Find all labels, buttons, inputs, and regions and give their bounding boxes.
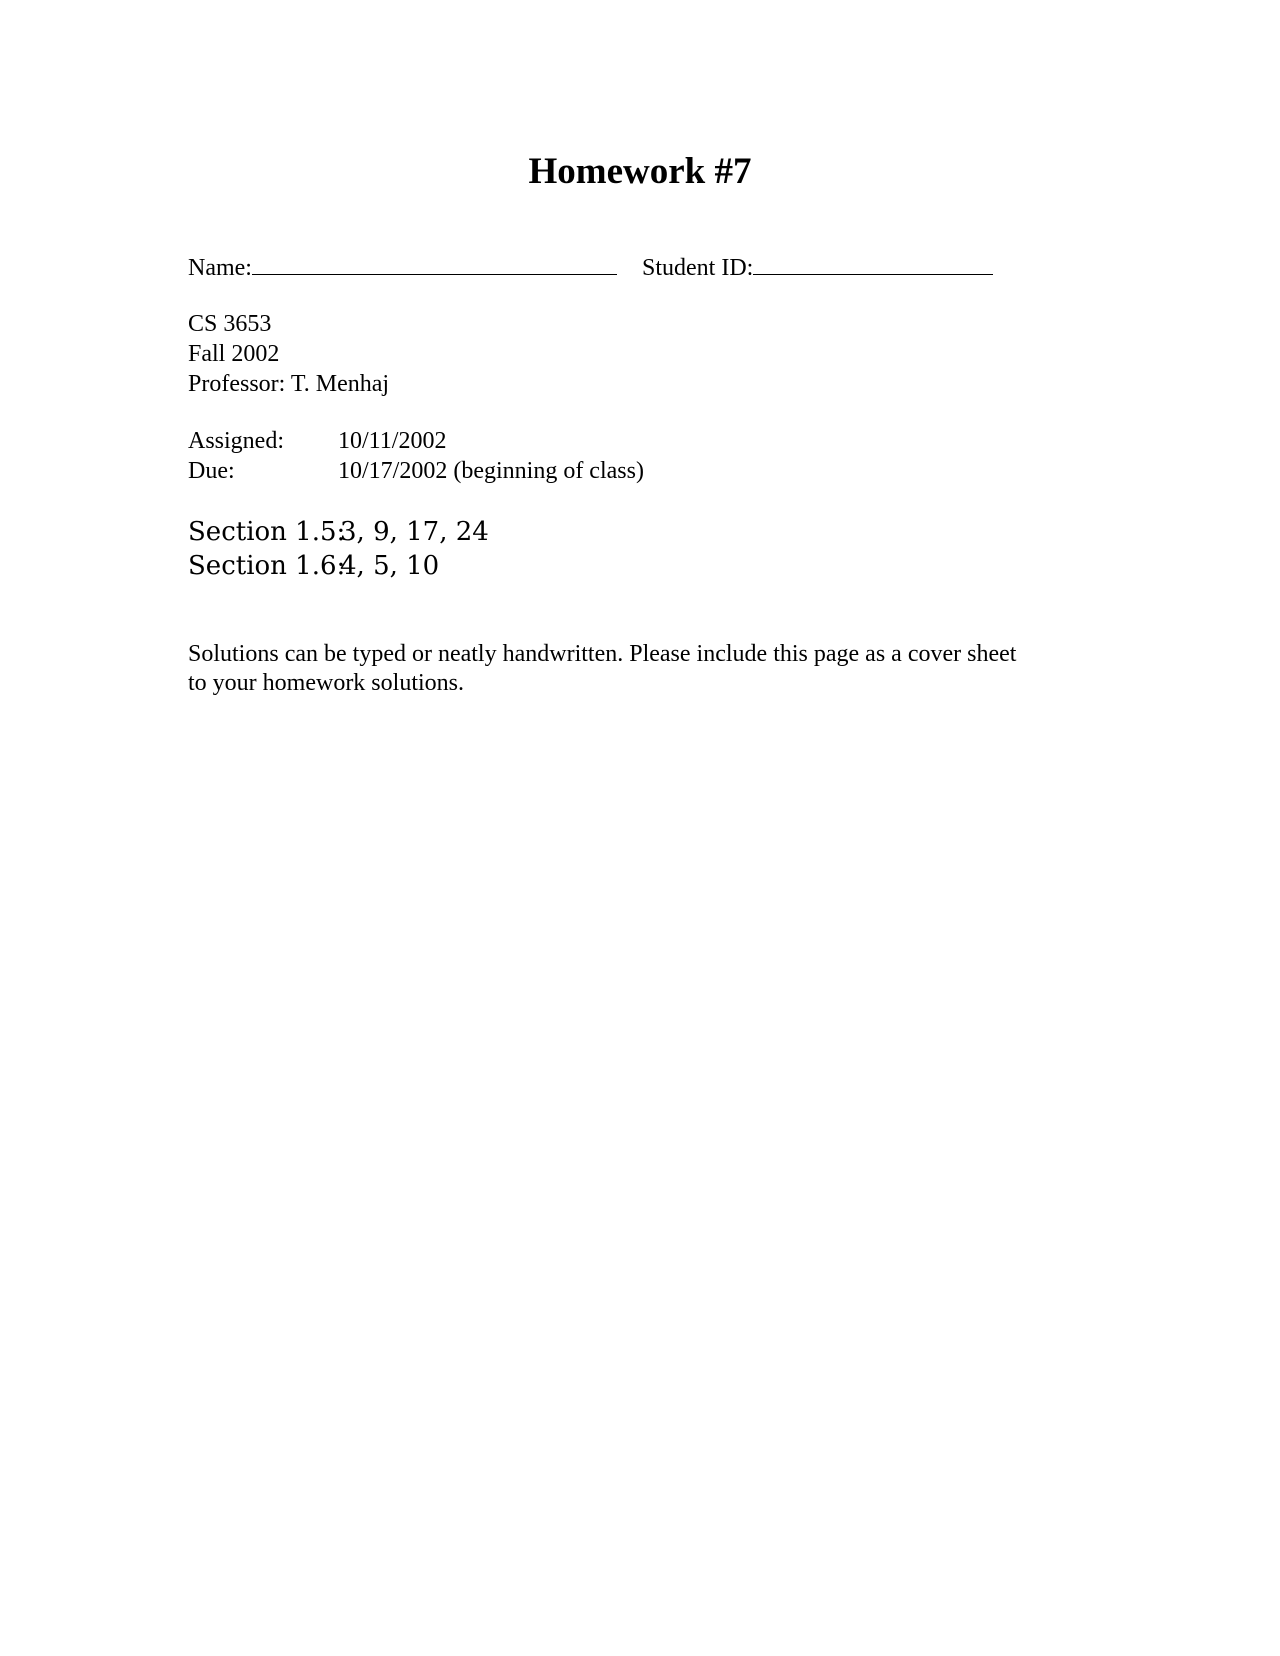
course-info [188,309,389,399]
name-blank-line [252,250,617,275]
due-label: Due: [188,458,235,484]
name-label: Name: [188,255,252,281]
due-value: 10/17/2002 (beginning of class) [338,458,644,484]
note-line: Solutions can be typed or neatly handwritten. Please include this page as a cover sheet [188,641,1017,667]
section-problems: 4, 5, 10 [340,551,440,581]
student-id-label: Student ID: [642,255,754,281]
name-field [188,250,617,283]
section-label: Section 1.5: [188,517,346,547]
section-label: Section 1.6: [188,551,346,581]
page-title: Homework #7 [528,151,752,192]
instructions-note [188,640,1088,698]
assigned-value: 10/11/2002 [338,428,447,454]
student-id-field [642,250,993,283]
course-code: CS 3653 [188,311,272,337]
assigned-label: Assigned: [188,428,284,454]
note-line: to your homework solutions. [188,670,464,696]
student-id-blank-line [753,250,993,275]
section-problems: 3, 9, 17, 24 [340,517,489,547]
course-professor: Professor: T. Menhaj [188,371,390,397]
course-term: Fall 2002 [188,341,280,367]
